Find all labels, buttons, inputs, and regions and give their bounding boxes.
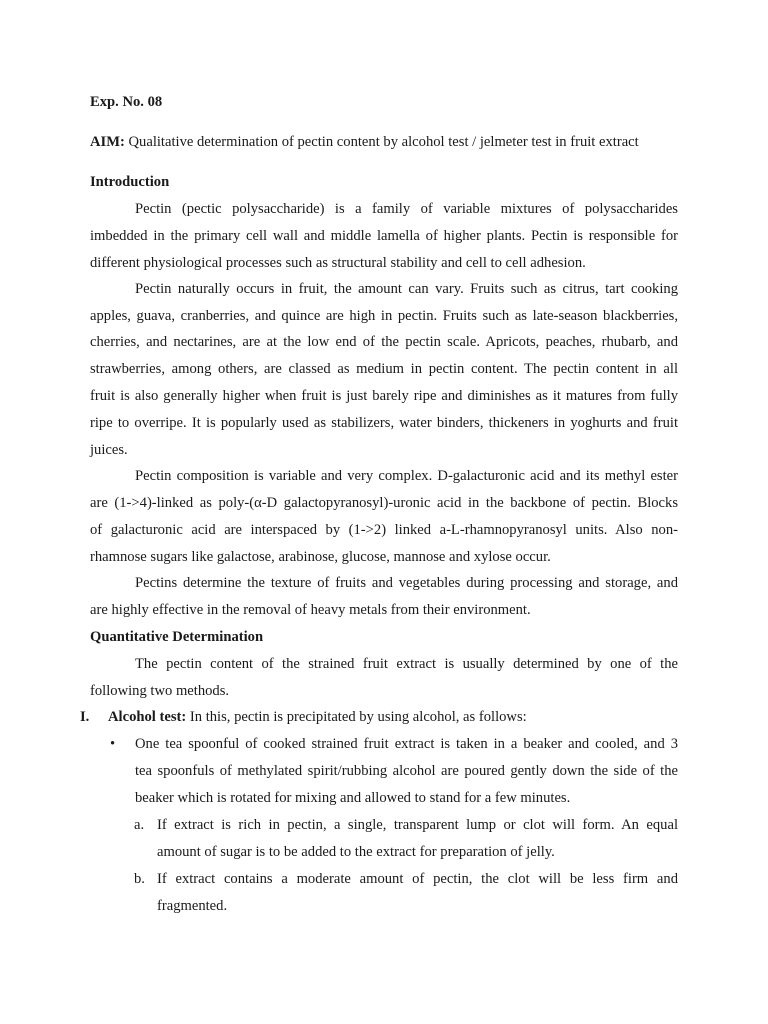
intro-p3-line: of galacturonic acid are interspaced by (1->2) linked a-L-rhamnopyranosyl units. Also non- — [90, 522, 678, 538]
intro-p3-line: rhamnose sugars like galactose, arabinose, glucose, mannose and xylose occur. — [90, 549, 551, 565]
alcohol-test-line — [108, 709, 696, 726]
intro-p1-line: Pectin (pectic polysaccharide) is a family of variable mixtures of polysaccharides — [135, 201, 678, 217]
alcohol-test-label: Alcohol test: — [108, 709, 187, 725]
sub-b-line: fragmented. — [157, 898, 228, 914]
intro-p2-line: apples, guava, cranberries, and quince are high in pectin. Fruits such as late-season blackberries, — [90, 308, 678, 324]
quantitative-p1-line: following two methods. — [90, 683, 230, 699]
bullet-line: beaker which is rotated for mixing and allowed to stand for a few minutes. — [135, 790, 571, 806]
quantitative-heading: Quantitative Determination — [90, 629, 264, 645]
sub-marker-a: a. — [134, 817, 145, 833]
intro-p2-line: ripe to overripe. It is popularly used as stabilizers, water binders, thickeners in yoghurts and fruit — [90, 415, 678, 431]
intro-p2-line: juices. — [90, 442, 128, 458]
sub-b-line: If extract contains a moderate amount of pectin, the clot will be less firm and — [157, 871, 678, 887]
bullet-line: tea spoonfuls of methylated spirit/rubbing alcohol are poured gently down the side of the — [135, 763, 678, 779]
intro-p3-line: are (1->4)-linked as poly-(α-D galactopyranosyl)-uronic acid in the backbone of pectin. Blocks — [90, 495, 678, 511]
intro-p2-line: cherries, and nectarines, are at the low end of the pectin scale. Apricots, peaches, rhubarb, and — [90, 334, 678, 350]
intro-p4-line: Pectins determine the texture of fruits and vegetables during processing and storage, and — [135, 575, 678, 591]
aim-label: AIM: — [90, 134, 125, 150]
bullet-marker: • — [110, 736, 116, 752]
aim-text: Qualitative determination of pectin content by alcohol test / jelmeter test in fruit extract — [124, 134, 639, 150]
intro-p4-line: are highly effective in the removal of heavy metals from their environment. — [90, 602, 531, 618]
list-marker-roman: I. — [80, 709, 90, 725]
quantitative-p1-line: The pectin content of the strained fruit extract is usually determined by one of the — [135, 656, 678, 672]
intro-p1-line: different physiological processes such as structural stability and cell to cell adhesion. — [90, 255, 586, 271]
intro-p3-line: Pectin composition is variable and very complex. D-galacturonic acid and its methyl ester — [135, 468, 678, 484]
introduction-heading: Introduction — [90, 174, 170, 190]
alcohol-test-text: In this, pectin is precipitated by using alcohol, as follows: — [186, 709, 527, 725]
intro-p2-line: Pectin naturally occurs in fruit, the amount can vary. Fruits such as citrus, tart cooking — [135, 281, 678, 297]
sub-marker-b: b. — [134, 871, 145, 887]
intro-p1-line: imbedded in the primary cell wall and middle lamella of higher plants. Pectin is responsible for — [90, 228, 678, 244]
sub-a-line: If extract is rich in pectin, a single, transparent lump or clot will form. An equal — [157, 817, 678, 833]
intro-p2-line: fruit is also generally higher when fruit is just barely ripe and diminishes as it matures from fully — [90, 388, 678, 404]
sub-a-line: amount of sugar is to be added to the extract for preparation of jelly. — [157, 844, 555, 860]
aim-line — [90, 134, 678, 151]
bullet-line: One tea spoonful of cooked strained fruit extract is taken in a beaker and cooled, and 3 — [135, 736, 678, 752]
experiment-number: Exp. No. 08 — [90, 94, 163, 110]
intro-p2-line: strawberries, among others, are classed as medium in pectin content. The pectin content in all — [90, 361, 678, 377]
